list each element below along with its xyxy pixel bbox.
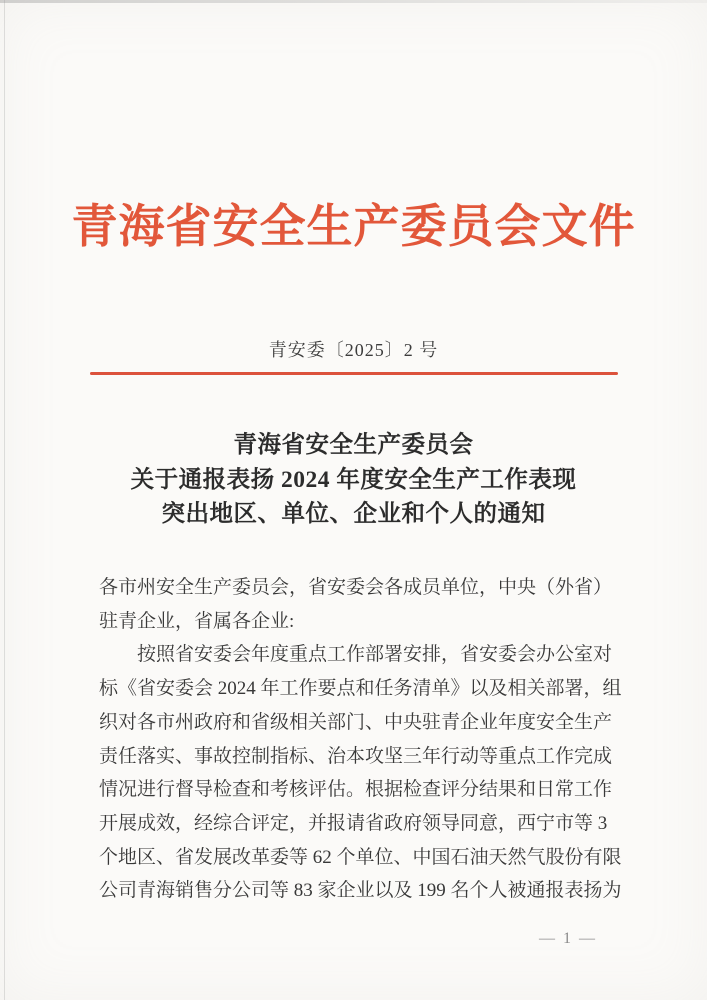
document-header-title: 青海省安全生产委员会文件	[71, 201, 636, 252]
body-line-salutation-1: 各市州安全生产委员会，省安委会各成员单位，中央（外省）	[99, 577, 613, 598]
document-title	[0, 428, 707, 532]
document-title-line-2: 关于通报表扬 2024 年度安全生产工作表现	[130, 466, 577, 493]
scan-top-edge	[0, 0, 707, 3]
document-title-line-1: 青海省安全生产委员会	[233, 432, 474, 458]
body-line: 标《省安委会 2024 年工作要点和任务清单》以及相关部署，组	[99, 678, 622, 700]
body-line: 情况进行督导检查和考核评估。根据检查评分结果和日常工作	[99, 779, 613, 801]
red-divider-line	[90, 372, 618, 375]
body-line: 织对各市州政府和省级相关部门、中央驻青企业年度安全生产	[99, 711, 613, 733]
body-line: 公司青海销售分公司等 83 家企业以及 199 名个人被通报表扬为	[99, 880, 622, 902]
body-line: 开展成效，经综合评定，并报请省政府领导同意，西宁市等 3	[99, 812, 608, 834]
body-line: 个地区、省发展改革委等 62 个单位、中国石油天然气股份有限	[99, 846, 622, 868]
body-line-salutation-2: 驻青企业，省属各企业:	[99, 610, 295, 632]
body-line-paragraph-start: 按照省安委会年度重点工作部署安排，省安委会办公室对	[137, 644, 613, 666]
document-body	[99, 571, 622, 908]
document-number: 青安委〔2025〕2 号	[268, 340, 439, 360]
document-title-line-3: 突出地区、单位、企业和个人的通知	[161, 501, 546, 527]
page-number: — 1 —	[539, 930, 597, 947]
body-line: 责任落实、事故控制指标、治本攻坚三年行动等重点工作完成	[99, 745, 613, 767]
